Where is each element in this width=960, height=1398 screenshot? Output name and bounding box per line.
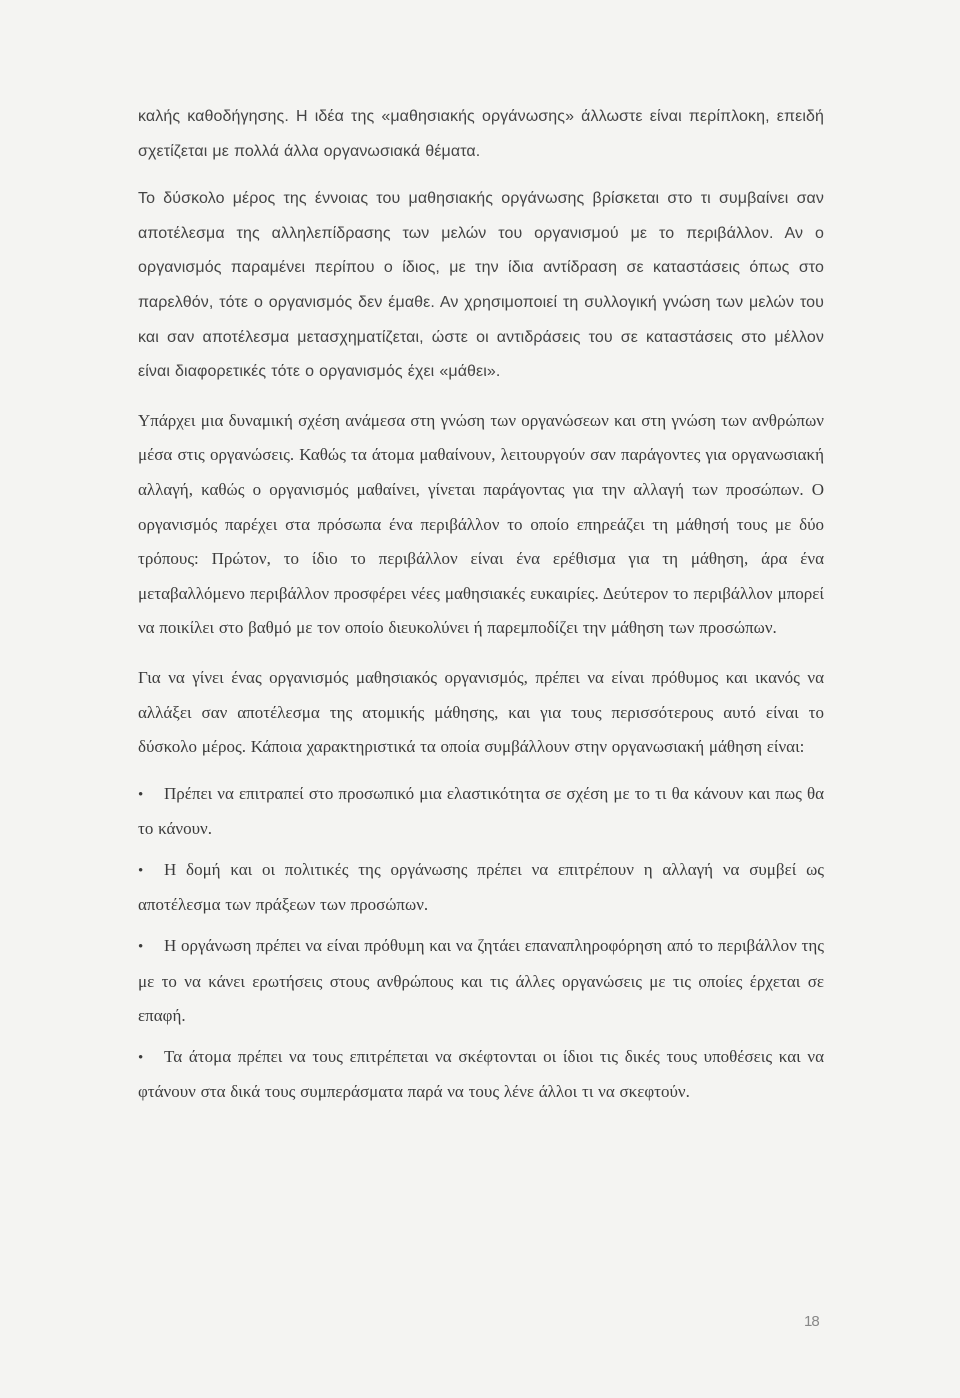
bullet-icon: • [138, 1049, 144, 1066]
bullet-icon: • [138, 786, 144, 803]
list-item [138, 853, 824, 923]
bullet-icon: • [138, 862, 144, 879]
list-item-text: Πρέπει να επιτραπεί στο προσωπικό μια ελαστικότητα σε σχέση με το τι θα κάνουν και πως θα το κάνουν. [138, 783, 824, 839]
bullet-icon: • [138, 939, 144, 956]
list-item [138, 777, 824, 847]
paragraph-1: καλής καθοδήγησης. Η ιδέα της «μαθησιακής οργάνωσης» άλλωστε είναι περίπλοκη, επειδή σχετίζεται με πολλά άλλα οργανωσιακά θέματα. [138, 108, 824, 160]
list-item [138, 1040, 824, 1110]
paragraph-2: Το δύσκολο μέρος της έννοιας του μαθησιακής οργάνωσης βρίσκεται στο τι συμβαίνει σαν αποτέλεσμα της αλληλεπίδρασης των μελών του οργανισμού με το περιβάλλον. Αν ο οργανισμός παραμένει περίπου ο ίδιος, με την ίδια αντίδραση σε καταστάσεις όπως στο παρελθόν, τότε ο οργανισμός δεν έμαθε. Αν χρησιμοποιεί τη συλλογική γνώση των μελών του και σαν αποτέλεσμα μετασχηματίζεται, ώστε οι αντιδράσεις του σε καταστάσεις στο μέλλον είναι διαφορετικές τότε ο οργανισμός έχει «μάθει». [138, 190, 824, 381]
body-text [138, 100, 824, 1116]
page-number: 18 [804, 1313, 819, 1330]
paragraph-4: Για να γίνει ένας οργανισμός μαθησιακός οργανισμός, πρέπει να είναι πρόθυμος και ικανός να αλλάξει σαν αποτέλεσμα της ατομικής μάθησης, και για τους περισσότερους αυτό είναι το δύσκολο μέρος. Κάποια χαρακτηριστικά τα οποία συμβάλλουν στην οργανωσιακή μάθηση είναι: [138, 667, 824, 757]
paragraph-3: Υπάρχει μια δυναμική σχέση ανάμεσα στη γνώση των οργανώσεων και στη γνώση των ανθρώπων μέσα στις οργανώσεις. Καθώς τα άτομα μαθαίνουν, λειτουργούν σαν παράγοντες για οργανωσιακή αλλαγή, καθώς ο οργανισμός μαθαίνει, γίνεται παράγοντας για την αλλαγή των προσώπων. Ο οργανισμός παρέχει στα πρόσωπα ένα περιβάλλον το οποίο επηρεάζει τη μάθησή τους με δύο τρόπους: Πρώτον, το ίδιο το περιβάλλον είναι ένα ερέθισμα για τη μάθηση, άρα ένα μεταβαλλόμενο περιβάλλον προσφέρει νέες μαθησιακές ευκαιρίες. Δεύτερον το περιβάλλον μπορεί να ποικίλει στο βαθμό με τον οποίο διευκολύνει ή παρεμποδίζει την μάθηση των προσώπων. [138, 410, 824, 638]
list-item-text: Η οργάνωση πρέπει να είναι πρόθυμη και να ζητάει επαναπληροφόρηση από το περιβάλλον της με το να κάνει ερωτήσεις στους ανθρώπους και τις άλλες οργανώσεις με τις οποίες έρχεται σε επαφή. [138, 936, 824, 1026]
list-item [138, 929, 824, 1034]
list-item-text: Τα άτομα πρέπει να τους επιτρέπεται να σκέφτονται οι ίδιοι τις δικές τους υποθέσεις και να φτάνουν στα δικά τους συμπεράσματα παρά να τους λένε άλλοι τι να σκεφτούν. [138, 1046, 824, 1102]
list-item-text: Η δομή και οι πολιτικές της οργάνωσης πρέπει να επιτρέπουν η αλλαγή να συμβεί ως αποτέλεσμα των πράξεων των προσώπων. [138, 859, 824, 915]
bullet-list [138, 777, 824, 1110]
